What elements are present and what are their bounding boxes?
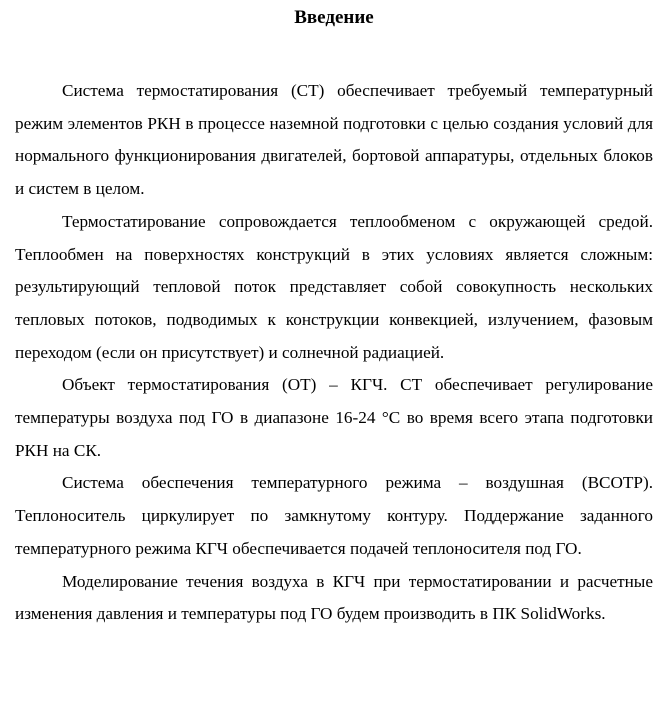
paragraph-3: Объект термостатирования (ОТ) – КГЧ. СТ обеспечивает регулирование температуры воздуха под ГО в диапазоне 16-24 °С во время всего этапа подготовки РКН на СК.	[15, 375, 653, 460]
paragraph-2: Термостатирование сопровождается теплообменом с окружающей средой. Теплообмен на поверхностях конструкций в этих условиях является сложным: результирующий тепловой поток представляет собой совокупность нескольких тепловых потоков, подводимых к конструкции конвекцией, излучением, фазовым переходом (если он присутствует) и солнечной радиацией.	[15, 211, 653, 362]
document-body	[15, 75, 653, 631]
paragraph-1: Система термостатирования (СТ) обеспечивает требуемый температурный режим элементов РКН в процессе наземной подготовки с целью создания условий для нормального функционирования двигателей, бортовой аппаратуры, отдельных блоков и систем в целом.	[15, 81, 653, 199]
document-title: Введение	[294, 7, 374, 28]
document-page	[15, 0, 653, 631]
paragraph-4: Система обеспечения температурного режима – воздушная (ВСОТР). Теплоноситель циркулирует по замкнутому контуру. Поддержание заданного температурного режима КГЧ обеспечивается подачей теплоносителя под ГО.	[15, 473, 653, 558]
paragraph-5: Моделирование течения воздуха в КГЧ при термостатировании и расчетные изменения давления и температуры под ГО будем производить в ПК SolidWorks.	[15, 571, 653, 624]
